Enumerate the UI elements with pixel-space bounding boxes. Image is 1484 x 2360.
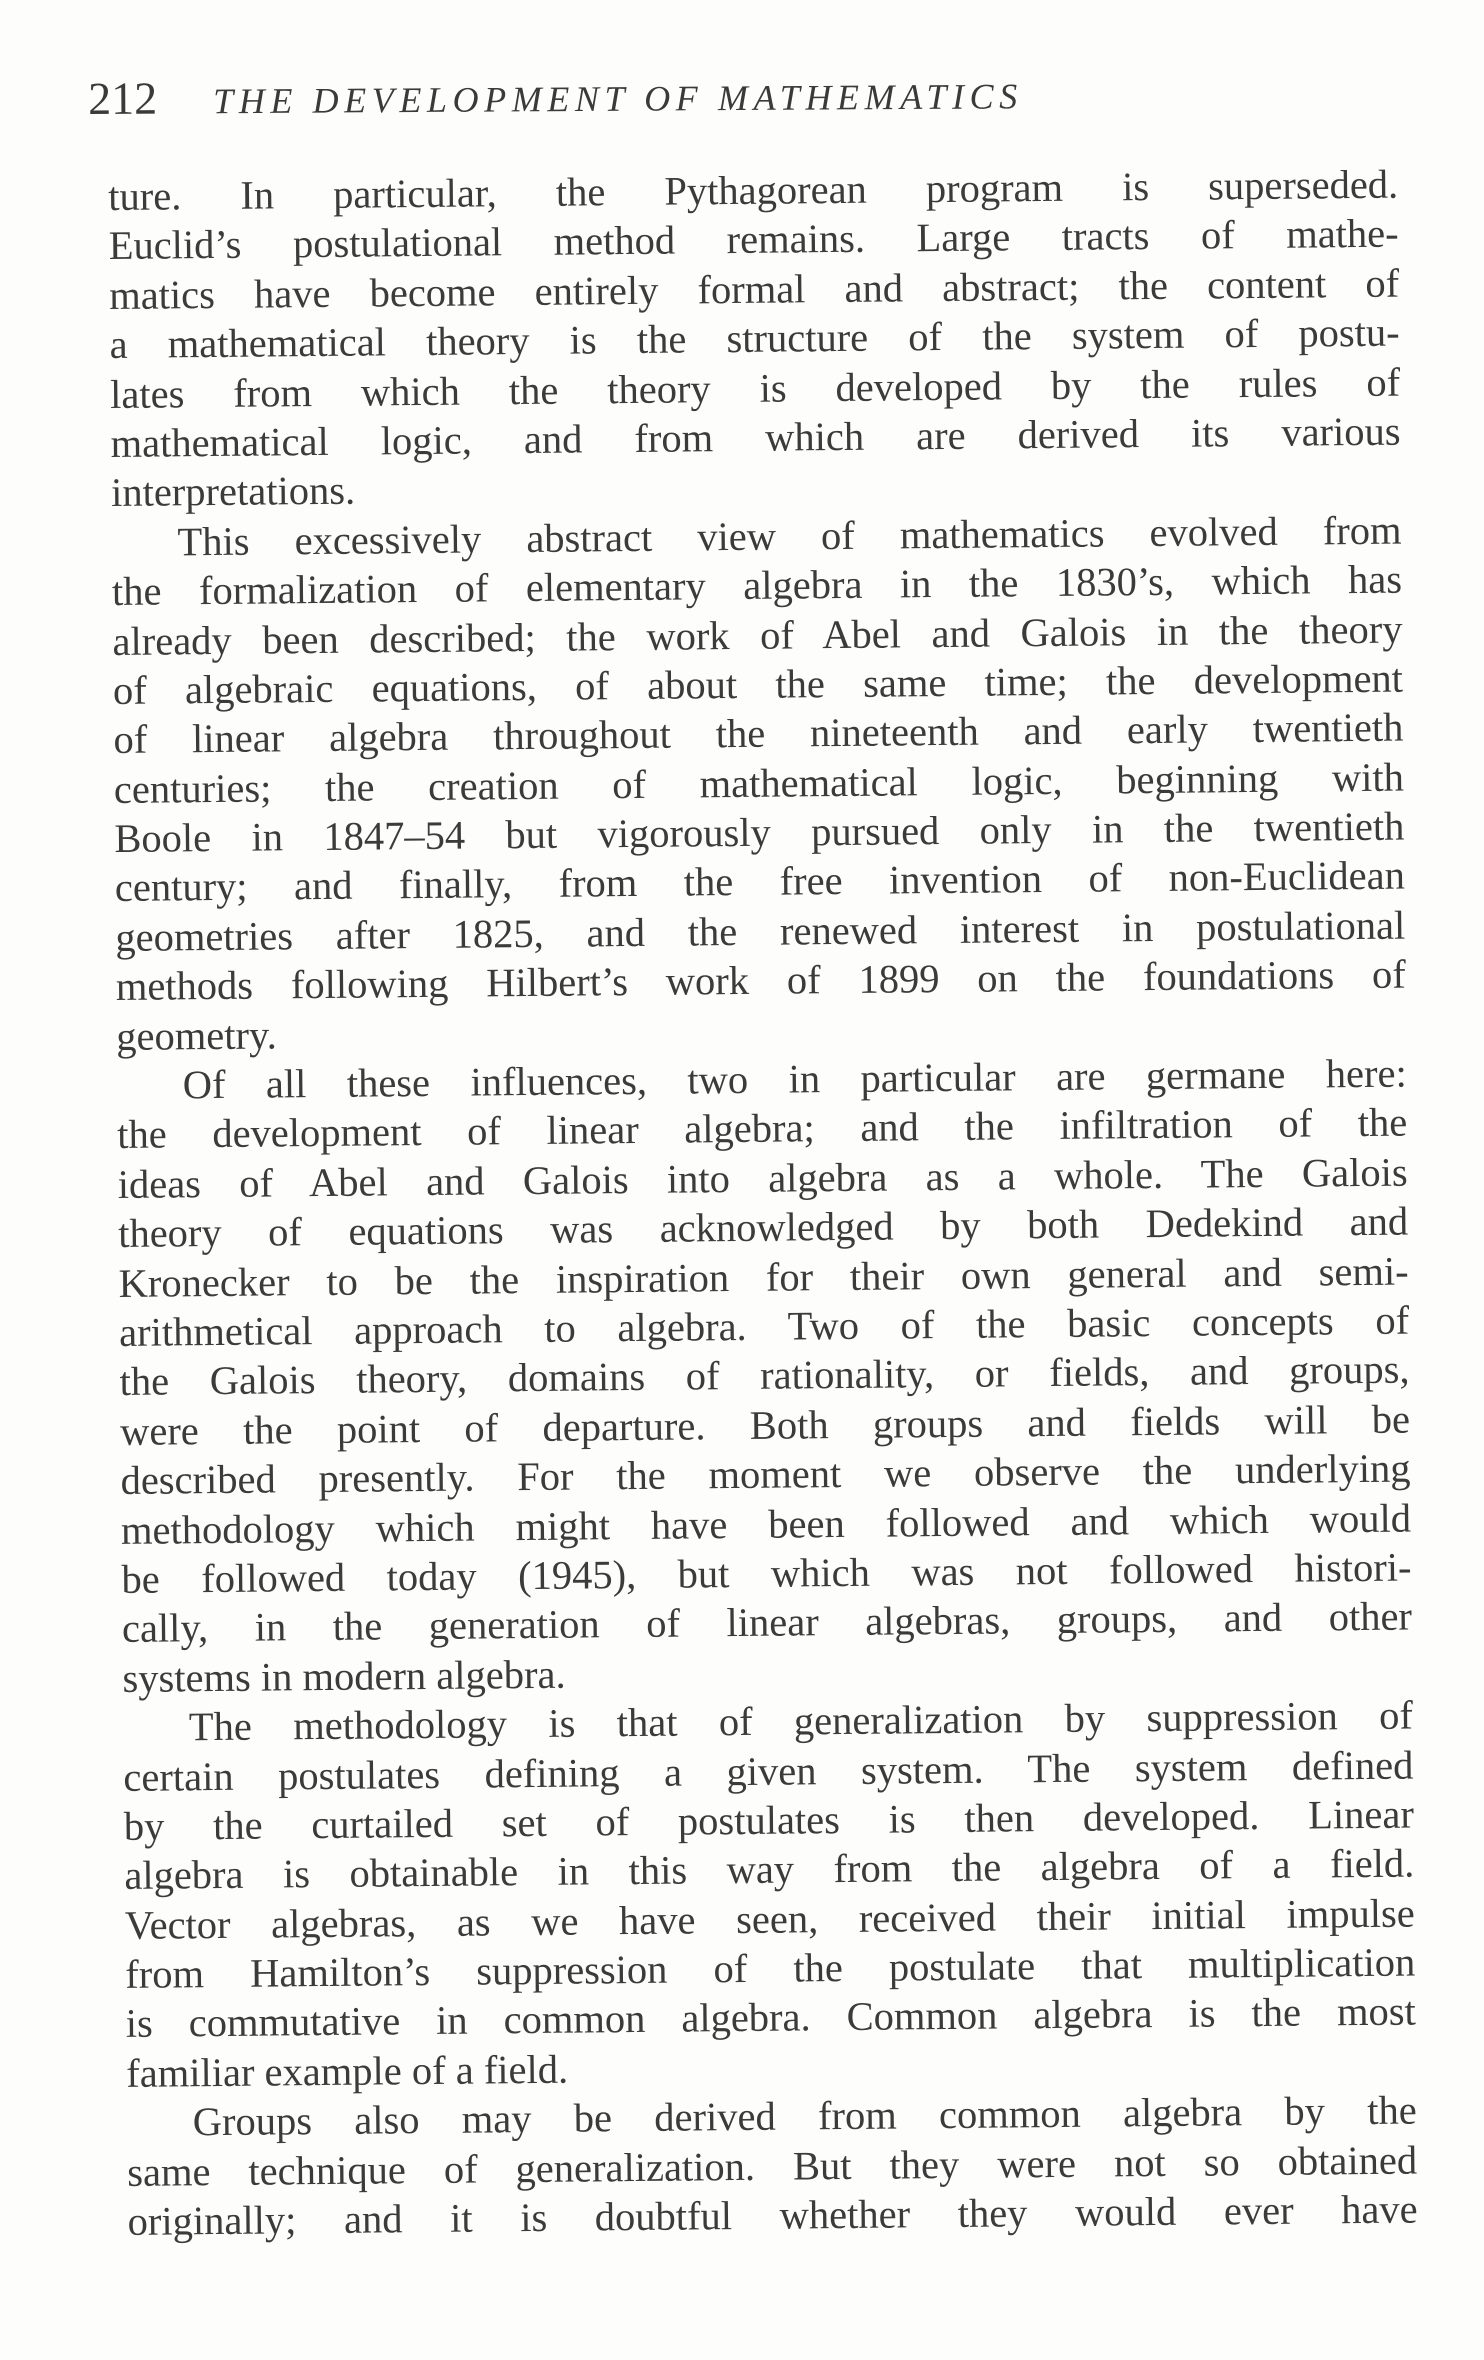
text-line: geometries after 1825, and the renewed interest in postulational — [115, 902, 1406, 960]
text-line: is commutative in common algebra. Common algebra is the most — [125, 1988, 1416, 2047]
paragraph-4 — [123, 1691, 1417, 2098]
text-line: the development of linear algebra; and the infiltration of the — [117, 1099, 1408, 1158]
text-line: matics have become entirely formal and abstract; the content of — [108, 260, 1400, 318]
text-line: Of all these influences, two in particular are germane here: — [182, 1050, 1407, 1108]
text-line: Euclid’s postulational method remains. Large tracts of mathe- — [108, 211, 1399, 269]
text-line: certain postulates defining a given system. The system defined — [123, 1742, 1414, 1800]
text-line: described presently. For the moment we observe the underlying — [120, 1445, 1411, 1504]
text-line: by the curtailed set of postulates is then developed. Linear — [123, 1791, 1415, 1849]
text-line: ture. In particular, the Pythagorean program is superseded. — [108, 161, 1399, 219]
text-line: arithmetical approach to algebra. Two of the basic concepts of — [118, 1297, 1410, 1355]
text-line: of linear algebra throughout the nineteenth and early twentieth — [113, 704, 1404, 763]
text-line: Boole in 1847–54 but vigorously pursued only in the twentieth — [114, 803, 1405, 862]
running-title: THE DEVELOPMENT OF MATHEMATICS — [213, 76, 1023, 122]
text-line: from Hamilton’s suppression of the postulate that multiplication — [125, 1939, 1416, 1997]
page-number: 212 — [88, 72, 158, 124]
text-line: the formalization of elementary algebra in the 1830’s, which has — [111, 556, 1403, 615]
text-line: geometry. — [116, 1012, 277, 1059]
text-line: already been described; the work of Abel and Galois in the theory — [112, 606, 1403, 664]
text-line: same technique of generalization. But they were not so obtained — [126, 2137, 1418, 2195]
text-line: theory of equations was acknowledged by both Dedekind and — [117, 1198, 1409, 1257]
text-line: lates from which the theory is developed by the rules of — [109, 359, 1401, 417]
text-line: century; and finally, from the free invention of non-Euclidean — [114, 853, 1406, 911]
text-line: mathematical logic, and from which are derived its various — [110, 408, 1401, 466]
paragraph-3 — [117, 1049, 1413, 1703]
text-line: ideas of Abel and Galois into algebra as a whole. The Galois — [117, 1149, 1408, 1207]
text-line: cally, in the generation of linear algebras, groups, and other — [121, 1593, 1413, 1652]
text-line: Vector algebras, as we have seen, received their initial impulse — [124, 1890, 1415, 1948]
paragraph-1 — [108, 160, 1401, 518]
text-line: of algebraic equations, of about the same time; the development — [112, 655, 1404, 713]
text-line: This excessively abstract view of mathematics evolved from — [177, 507, 1402, 565]
text-line: interpretations. — [110, 467, 356, 516]
text-line: originally; and it is doubtful whether they would ever have — [127, 2186, 1418, 2244]
paragraph-5 — [126, 2086, 1417, 2247]
text-line: a mathematical theory is the structure of the system of postu- — [109, 309, 1400, 368]
paragraph-2 — [111, 505, 1406, 1061]
text-line: Groups also may be derived from common algebra by the — [192, 2087, 1417, 2145]
running-head — [88, 64, 1408, 132]
text-line: Kronecker to be the inspiration for their own general and semi- — [118, 1248, 1409, 1306]
text-line: were the point of departure. Both groups and fields will be — [119, 1396, 1411, 1454]
text-line: methodology which might have been followed and which would — [120, 1495, 1412, 1553]
text-line: methods following Hilbert’s work of 1899 on the foundations of — [115, 951, 1406, 1010]
text-line: systems in modern algebra. — [122, 1651, 566, 1701]
text-line: algebra is obtainable in this way from the algebra of a field. — [124, 1840, 1415, 1899]
text-line: the Galois theory, domains of rationality, or fields, and groups, — [119, 1346, 1410, 1405]
body-text — [108, 160, 1418, 2247]
text-line: be followed today (1945), but which was not followed histori- — [121, 1544, 1412, 1602]
text-line: The methodology is that of generalization by suppression of — [188, 1692, 1414, 1750]
text-line: familiar example of a field. — [126, 2046, 569, 2096]
text-line: centuries; the creation of mathematical logic, beginning with — [113, 754, 1405, 812]
